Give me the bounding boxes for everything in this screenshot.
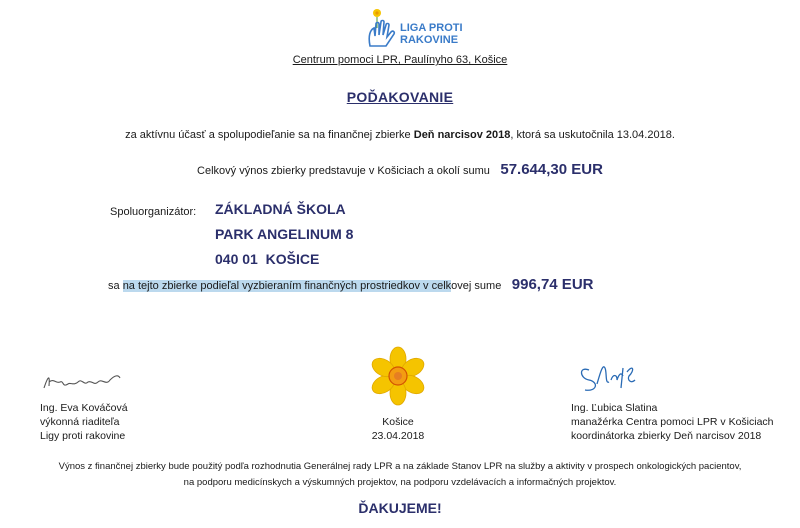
share-amount: 996,74 EUR <box>511 276 594 293</box>
place-date <box>340 415 456 443</box>
signature-right-image <box>575 360 645 396</box>
signer-left-name: Ing. Eva Kováčová <box>40 402 128 414</box>
total-text: Celkový výnos zbierky predstavuje v Košiciach a okolí sumu <box>197 165 490 177</box>
signer-left-role: výkonná riaditeľa <box>40 416 120 428</box>
signer-right-role: manažérka Centra pomoci LPR v Košiciach <box>571 416 774 428</box>
thanks-heading: ĎAKUJEME! <box>358 500 442 516</box>
signature-right <box>571 401 774 443</box>
footer-line2: na podporu medicínskych a výskumných projektov, na podporu vzdelávacích a informačných projektov. <box>183 477 617 488</box>
total-amount: 57.644,30 EUR <box>500 161 603 178</box>
share-post: ovej sume <box>451 280 502 292</box>
footer-line1: Výnos z finančnej zbierky bude použitý podľa rozhodnutia Generálnej rady LPR a na základe Stanov LPR na služby a aktivity v prospech onkologických pacientov, <box>58 461 742 472</box>
footer-note <box>0 459 800 491</box>
coorganizer-label: Spoluorganizátor: <box>110 206 197 218</box>
share-highlighted: na tejto zbierke podieľal vyzbieraním finančných prostriedkov v celk <box>122 280 452 292</box>
signature-left-image <box>40 370 130 396</box>
logo-text <box>400 22 463 46</box>
address: Centrum pomoci LPR, Paulínyho 63, Košice <box>292 54 508 66</box>
share-pre: sa <box>108 280 123 292</box>
total-line <box>0 161 800 179</box>
coorganizer-name: ZÁKLADNÁ ŠKOLA <box>215 201 346 217</box>
intro-pre: za aktívnu účasť a spolupodieľanie sa na finančnej zbierke <box>125 129 414 141</box>
date: 23.04.2018 <box>371 430 425 442</box>
page-title: POĎAKOVANIE <box>346 89 454 105</box>
signature-left <box>40 401 128 443</box>
logo-line1: LIGA PROTI <box>400 22 463 34</box>
logo <box>366 6 466 50</box>
signer-left-org: Ligy proti rakovine <box>40 430 126 442</box>
coorganizer-city: 040 01 KOŠICE <box>215 251 320 267</box>
signer-right-org: koordinátorka zbierky Deň narcisov 2018 <box>571 430 762 442</box>
place: Košice <box>382 416 414 428</box>
signer-right-name: Ing. Ľubica Slatina <box>571 402 658 414</box>
event-name: Deň narcisov 2018 <box>413 129 511 141</box>
intro-line <box>0 129 800 141</box>
coorganizer-street: PARK ANGELINUM 8 <box>215 226 354 242</box>
intro-post: , ktorá sa uskutočnila 13.04.2018. <box>510 129 675 141</box>
daffodil-icon <box>366 346 430 406</box>
share-line <box>108 276 593 294</box>
logo-line2: RAKOVINE <box>400 34 459 46</box>
hand-daffodil-logo-icon <box>366 6 400 50</box>
